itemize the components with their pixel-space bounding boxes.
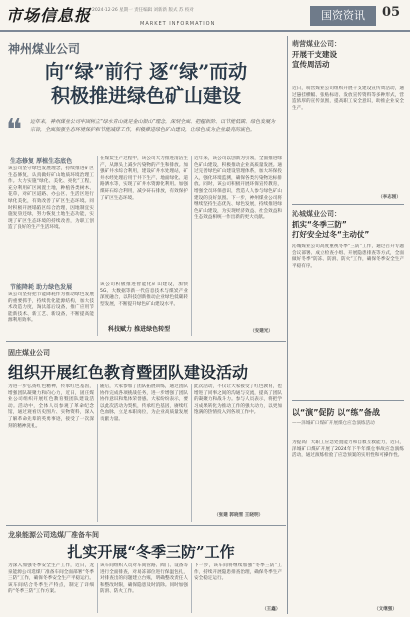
masthead-subtitle: MARKET INFORMATION — [140, 21, 216, 27]
article1-byline: （安建光） — [250, 329, 273, 334]
issue-meta: 2024·12·26 星期一 责任编辑 刘新新 版式 苏 校对 — [92, 8, 194, 13]
article1-col2-text2: 该公司积极推进智能化矿山建设，加快5G、大数据等新一代信息技术与煤炭产业深度融合，以科技创新推动企业绿色低碳转型发展，不断提升绿色矿山建设水平。 — [100, 282, 188, 307]
masthead-rule — [0, 30, 410, 32]
section-tab: 国资资讯 — [310, 6, 376, 26]
article1-col1-text: 该公司坚守绿色发展理念，持续推进矿区生态修复，认真做好矿山地质环境治理工作。大力实施“绿化、美化、亮化”工程，充分利用矿区闲置土地，种植各类树木、花草，对矿区道路、办公区、生活区进行绿化美化，有效改善了矿区生态环境。同时积极开展塌陷区综合治理，因地制宜实施复垦还绿，努力恢复土地生态功能，实现了矿区生态环境的持续改善，为职工创造了良好的生产生活环境。 — [8, 166, 94, 231]
article1-col1-text2: 该公司坚持把节能降耗作为推动绿色发展的重要抓手，持续优化能源结构，加大技术改造力度，淘汰落后设备，推广应用节能新技术、新工艺、新设备，不断提高能源利用效率。 — [8, 292, 94, 324]
article1-title-line2: 积极推进绿色矿山建设 — [50, 85, 241, 107]
article2-col2-text: 随后，大家参加了团队拓展训练，通过团队协作完成各项挑战任务，进一步增强了团队协作意识和集体荣誉感。大家纷纷表示，要以此次活动为契机，传承红色基因，赓续红色血脉，立足本职岗位，为企业高质量发展贡献力量。 — [100, 384, 188, 422]
column-divider — [191, 384, 192, 522]
article2-col1-text: 为进一步弘扬红色精神，传承红色基因，增强团队凝聚力和向心力，近日，固庄煤业公司组织开展红色教育暨团队建设活动。活动中，全体人员参观了革命纪念馆，通过观看历史图片、实物资料，深入了解革命先辈的英勇事迹，接受了一次深刻的精神洗礼。 — [8, 384, 94, 429]
article3-kicker: 龙泉能源公司选煤厂准备车间 — [8, 531, 99, 539]
section-divider — [292, 204, 404, 205]
right-item2-kicker: 沁城煤业公司： — [292, 210, 341, 218]
article2-title: 组织开展红色教育暨团队建设活动 — [8, 363, 249, 382]
article1-title-line1: 向“绿”前行 逐“绿”而动 — [44, 61, 248, 83]
article2-kicker: 固庄煤业公司 — [8, 349, 50, 357]
right-item3-subtitle: ——泽城矿口煤矿开展煤仓应急演练活动 — [292, 421, 375, 426]
column-divider — [191, 563, 192, 613]
article3-col1-text: 为深入加强冬季安全生产工作，近日，龙泉能源公司选煤厂准备车间全面部署“冬季三防”工作，确保冬季安全生产平稳运行。该车间结合冬季生产特点，制定了详细的“冬季三防”工作方案。 — [8, 563, 94, 595]
article3-col3-text: 下一步，该车间将继续加强“冬季三防”工作，持续开展隐患排查治理，确保冬季生产安全稳定运行。 — [194, 563, 282, 582]
right-item1-text: 近日，萌营煤业公司组织开展干支建设宣传周活动，通过悬挂横幅、张贴标语、发放宣传资料等多种形式，营造浓厚的宣传氛围，提高职工安全意识，助推企业安全生产。 — [292, 86, 404, 111]
section-divider — [292, 400, 404, 401]
right-item3-byline: （文继强） — [374, 607, 397, 612]
article1-title — [12, 60, 280, 108]
article3-title: 扎实开展“冬季三防”工作 — [67, 543, 235, 561]
section-divider — [6, 341, 286, 342]
article2-byline: （张建 郭晓雪 王晓明） — [214, 513, 264, 518]
article2-col3-text: 此次活动，不仅让大家接受了红色教育，也增进了同事之间的沟通与交流，提高了团队的凝聚力和战斗力。参与人员表示，将把学习成果转化为推动工作的强大动力，以更加饱满的热情投入到各项工作中。 — [194, 384, 282, 416]
article1-kicker: 神州煤业公司 — [8, 42, 81, 56]
column-divider — [97, 384, 98, 522]
newspaper-logo: 市场信息报 — [6, 6, 92, 25]
article1-col2-text: 在煤炭生产过程中，该公司大力推进清洁生产，从源头上减少污染物的产生和排放。加强矿井水综合利用，建设矿井水处理站，矿井水经处理后用于井下生产、地面绿化、道路洒水等，实现了矿井水资源化利用。加强煤矸石综合利用，减少矸石排放，有效保护了矿区生态环境。 — [100, 156, 188, 201]
article1-lead: 近年来，神州煤业公司牢固树立“绿水青山就是金山银山”理念，深刻全面、把握新阶、以节能低碳、绿色发展为宗旨，全面加强生态环境保护和节能减排工作，积极推进绿色矿山建设，让绿色成为企业最亮的底色。 — [30, 119, 276, 133]
right-item1-kicker: 萌营煤业公司： — [292, 40, 341, 48]
masthead — [0, 0, 410, 30]
right-item1-title-line1: 开展干支建设 — [292, 50, 337, 59]
article1-col2-footer-heading: 科技赋力 推进绿色转型 — [108, 326, 171, 333]
article3-col2-text: 该车间组织人员对车间管路、阀门、设备等进行全面排查，对易冻部位进行保温包扎，对排查出的问题建立台账，明确整改责任人和整改时限，确保隐患及时消除。同时加强防滑、防火工作。 — [100, 563, 188, 595]
quote-mark-icon: ❝ — [6, 113, 23, 148]
right-item3-text: 为提高广大职工应急处置能力和自救互救能力，近日，泽城矿口煤矿开展了2024年下半年煤仓事故应急演练活动，通过演练检验了应急预案的实用性和可操作性。 — [292, 440, 404, 459]
column-divider — [97, 563, 98, 613]
right-item1-title-line2: 宣传周活动 — [292, 60, 330, 69]
column-divider — [191, 156, 192, 336]
page-column-divider — [287, 36, 288, 614]
article3-byline: （王鑫） — [262, 607, 281, 612]
right-item2-text: 沁城煤业公司高度重视冬季“三防”工作，通过召开专题会议部署、成立检查小组、开展隐患排查等方式，全面做好冬季“防冻、防滑、防火”工作，确保冬季安全生产平稳有序。 — [292, 244, 404, 269]
page-number: 05 — [382, 5, 401, 20]
article1-col3-text: 近年来，该公司以创新为引领，全面推进绿色矿山建设，积极推动企业高质量发展。通过完善绿色矿山建设管理体系，加大环保投入，强化环境监测，确保各类污染物达标排放。同时，该公司积极开展环保宣传教育，增强全员环保意识，营造人人参与绿色矿山建设的良好氛围。下一步，神州煤业公司将继续坚持生态优先、绿色发展，持续推进绿色矿山建设，为实现经济效益、社会效益和生态效益相统一作出新的更大贡献。 — [194, 156, 282, 221]
right-item2-title-line1: 抓实“冬季三防” — [292, 220, 347, 229]
right-item3-title: 以“演”促防 以“练”备战 — [292, 408, 380, 417]
right-item1-byline: （李志刚） — [378, 195, 401, 200]
right-item2-title-line2: 打好安全过冬“主动仗” — [292, 230, 370, 239]
article1-col1-heading2: 节能降耗 助力绿色发展 — [10, 284, 73, 291]
section-divider — [6, 525, 286, 526]
article1-col1-heading: 生态修复 厚植生态底色 — [10, 158, 73, 165]
column-divider — [97, 156, 98, 336]
